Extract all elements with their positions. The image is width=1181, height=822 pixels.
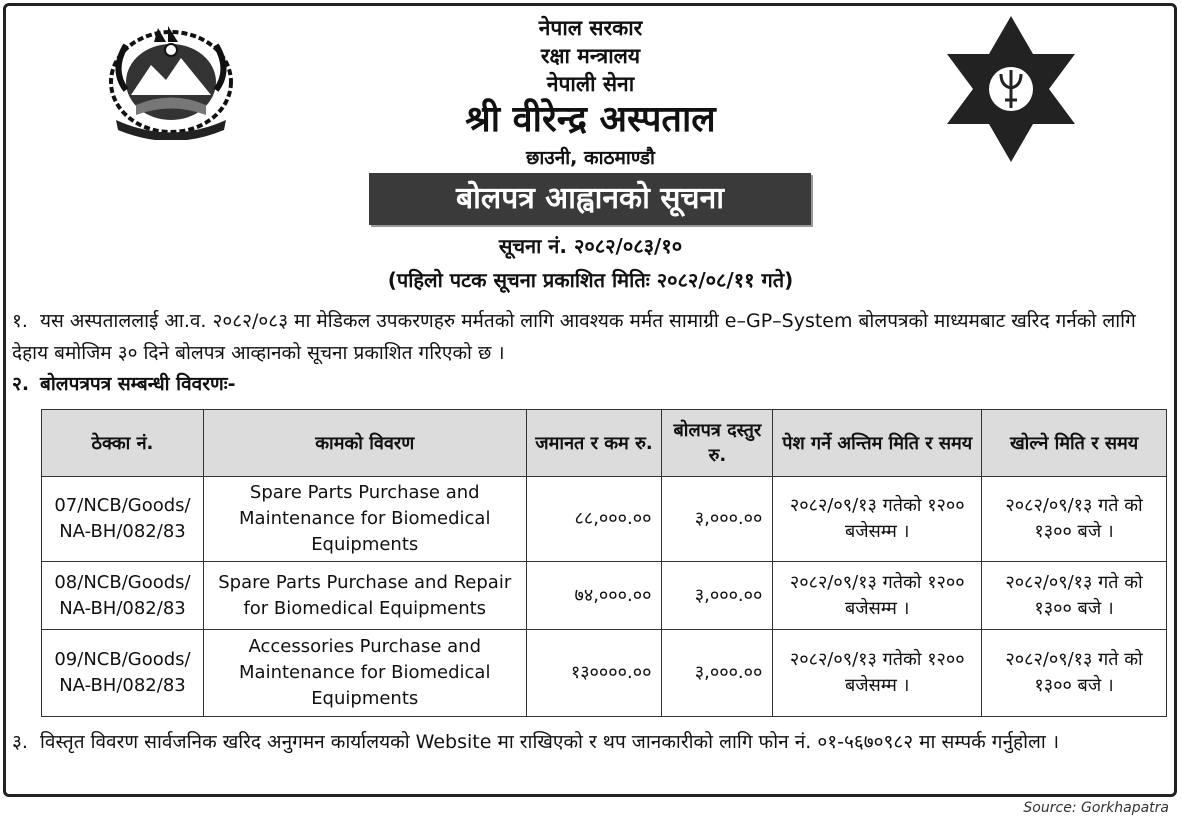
cell-security: ८८,०००.०० [526, 477, 662, 562]
col-header-deadline: पेश गर्ने अन्तिम मिति र समय [773, 410, 982, 477]
notice-number: सूचना नं. २०८२/०८३/१० [498, 234, 683, 258]
paragraph-1-text: यस अस्पताललाई आ.व. २०८२/०८३ मा मेडिकल उपकरणहरु मर्मतको लागि आवश्यक मर्मत सामाग्री e–GP–System बोलपत्रको माध्यमबाट खरिद गर्नको लागि देहाय बमोजिम ३० दिने बोलपत्र आव्हानको सूचना प्रकाशित गरिएको छ । [12, 310, 1136, 364]
col-header-contract: ठेक्का नं. [42, 410, 204, 477]
paragraph-3-text: विस्तृत विवरण सार्वजनिक खरिद अनुगमन कार्यालयको Website मा राखिएको र थप जानकारीको लागि फोन नं. ०१-५६७०९८२ मा सम्पर्क गर्नुहोला । [40, 731, 1060, 753]
tender-table [41, 409, 1167, 717]
notice-title-banner: बोलपत्र आह्वानको सूचना [369, 173, 811, 225]
cell-contract: 09/NCB/Goods/ NA-BH/082/83 [42, 630, 204, 717]
col-header-opening: खोल्ने मिति र समय [982, 410, 1167, 477]
cell-fee: ३,०००.०० [662, 477, 773, 562]
hospital-location: छाउनी, काठमाण्डौ [526, 147, 655, 169]
cell-security: ७४,०००.०० [526, 562, 662, 630]
col-header-security: जमानत र कम रु. [526, 410, 662, 477]
header-army: नेपाली सेना [546, 72, 635, 96]
paragraph-3 [12, 726, 1167, 758]
cell-fee: ३,०००.०० [662, 562, 773, 630]
paragraph-1-number: १. [12, 310, 28, 332]
cell-fee: ३,०००.०० [662, 630, 773, 717]
table-row [42, 477, 1167, 562]
cell-opening: २०८२/०९/१३ गते को १३०० बजे । [982, 562, 1167, 630]
cell-contract: 08/NCB/Goods/ NA-BH/082/83 [42, 562, 204, 630]
hospital-name: श्री वीरेन्द्र अस्पताल [465, 99, 716, 140]
cell-description: Spare Parts Purchase and Repair for Biomedical Equipments [203, 562, 526, 630]
publish-date: (पहिलो पटक सूचना प्रकाशित मितिः २०८२/०८/११ गते) [387, 268, 794, 292]
cell-description: Accessories Purchase and Maintenance for Biomedical Equipments [203, 630, 526, 717]
cell-deadline: २०८२/०९/१३ गतेको १२०० बजेसम्म । [773, 477, 982, 562]
cell-deadline: २०८२/०९/१३ गतेको १२०० बजेसम्म । [773, 562, 982, 630]
paragraph-2-text: बोलपत्रपत्र सम्बन्धी विवरणः- [40, 373, 236, 395]
cell-contract: 07/NCB/Goods/ NA-BH/082/83 [42, 477, 204, 562]
cell-security: १३००००.०० [526, 630, 662, 717]
col-header-fee: बोलपत्र दस्तुर रु. [662, 410, 773, 477]
source-credit: Source: Gorkhapatra [1023, 800, 1169, 816]
cell-opening: २०८२/०९/१३ गते को १३०० बजे । [982, 477, 1167, 562]
paragraph-1 [12, 305, 1167, 369]
table-row [42, 630, 1167, 717]
paragraph-2 [12, 368, 1167, 400]
header-government: नेपाल सरकार [538, 16, 643, 40]
table-row [42, 562, 1167, 630]
col-header-description: कामको विवरण [203, 410, 526, 477]
table-header-row [42, 410, 1167, 477]
header-ministry: रक्षा मन्त्रालय [540, 44, 641, 68]
cell-deadline: २०८२/०९/१३ गतेको १२०० बजेसम्म । [773, 630, 982, 717]
paragraph-2-number: २. [12, 373, 30, 395]
cell-opening: २०८२/०९/१३ गते को १३०० बजे । [982, 630, 1167, 717]
cell-description: Spare Parts Purchase and Maintenance for Biomedical Equipments [203, 477, 526, 562]
paragraph-3-number: ३. [12, 731, 28, 753]
